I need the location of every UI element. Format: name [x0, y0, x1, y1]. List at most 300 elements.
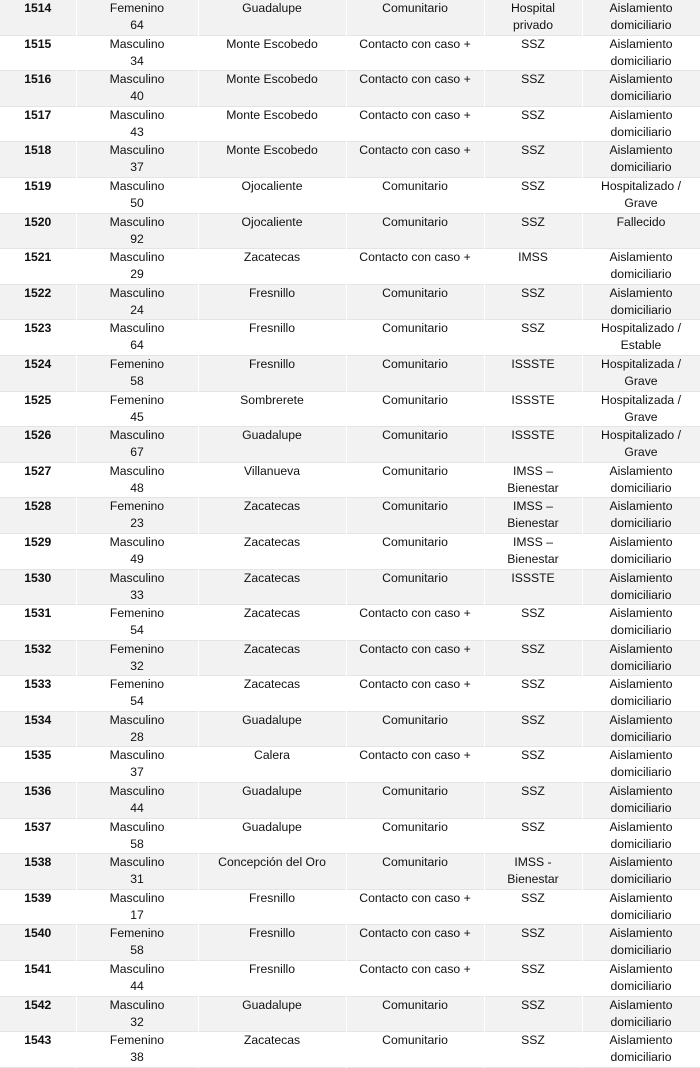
municipality-text: Fresnillo [248, 321, 296, 336]
contagion-type-text: Comunitario [382, 819, 448, 834]
table-row [0, 498, 700, 534]
case-id-text: 1531 [24, 606, 52, 621]
municipality [198, 533, 346, 569]
municipality-text: Sombrerete [240, 392, 304, 407]
table-row [0, 177, 700, 213]
case-id [0, 320, 76, 356]
sex-age-text: 17 [130, 907, 144, 922]
table-row [0, 391, 700, 427]
municipality [198, 427, 346, 463]
patient-status-text: domiciliario [610, 801, 672, 816]
table-row [0, 961, 700, 997]
contagion-type [346, 676, 484, 712]
institution [484, 498, 582, 534]
institution [484, 889, 582, 925]
table-row [0, 462, 700, 498]
contagion-type-text: Comunitario [382, 784, 448, 799]
contagion-type [346, 355, 484, 391]
municipality [198, 391, 346, 427]
contagion-type [346, 605, 484, 641]
table-row [0, 355, 700, 391]
contagion-type-text: Comunitario [382, 1033, 448, 1048]
patient-status-text: Aislamiento [609, 890, 673, 905]
institution-text: SSZ [521, 926, 545, 941]
table-row [0, 854, 700, 890]
patient-status-text: Aislamiento [609, 712, 673, 727]
case-id [0, 142, 76, 178]
patient-status-text: domiciliario [610, 124, 672, 139]
sex-age [76, 711, 198, 747]
municipality [198, 747, 346, 783]
municipality [198, 355, 346, 391]
case-id-text: 1515 [24, 36, 52, 51]
institution-text: IMSS – [513, 534, 553, 549]
patient-status [582, 711, 700, 747]
patient-status-text: Aislamiento [609, 1, 673, 15]
patient-status-text: domiciliario [610, 53, 672, 68]
case-id-text: 1542 [24, 997, 52, 1012]
sex-age [76, 213, 198, 249]
institution-text: SSZ [521, 677, 545, 692]
sex-age-text: 29 [130, 267, 144, 282]
institution [484, 0, 582, 35]
institution [484, 71, 582, 107]
table-row [0, 818, 700, 854]
patient-status-text: Hospitalizado / [601, 321, 681, 336]
institution-text: Bienestar [507, 516, 559, 531]
patient-status-text: domiciliario [610, 89, 672, 104]
patient-status [582, 284, 700, 320]
patient-status-text: Aislamiento [609, 570, 673, 585]
patient-status-text: domiciliario [610, 765, 672, 780]
contagion-type-text: Comunitario [382, 285, 448, 300]
sex-age-text: Masculino [109, 855, 165, 870]
institution-text: privado [513, 18, 553, 32]
sex-age-text: Masculino [109, 748, 165, 763]
case-id-text: 1521 [24, 250, 52, 265]
municipality [198, 177, 346, 213]
case-id [0, 249, 76, 285]
sex-age [76, 0, 198, 35]
municipality-text: Zacatecas [243, 534, 301, 549]
case-id-text: 1537 [24, 819, 52, 834]
municipality-text: Guadalupe [242, 819, 302, 834]
contagion-type-text: Contacto con caso + [359, 748, 471, 763]
sex-age [76, 498, 198, 534]
institution-text: ISSSTE [511, 356, 555, 371]
municipality [198, 213, 346, 249]
sex-age-text: Masculino [109, 784, 165, 799]
sex-age [76, 640, 198, 676]
patient-status [582, 0, 700, 35]
table-row [0, 249, 700, 285]
institution-text: SSZ [521, 997, 545, 1012]
contagion-type [346, 533, 484, 569]
institution-text: Hospital [510, 1, 556, 15]
patient-status-text: domiciliario [610, 302, 672, 317]
municipality-text: Zacatecas [243, 250, 301, 265]
sex-age-text: 48 [130, 480, 144, 495]
table-row [0, 783, 700, 819]
sex-age-text: Masculino [109, 178, 165, 193]
municipality-text: Zacatecas [243, 1033, 301, 1048]
patient-status-text: Aislamiento [609, 143, 673, 158]
patient-status [582, 889, 700, 925]
contagion-type [346, 854, 484, 890]
case-id-text: 1525 [24, 392, 52, 407]
sex-age-text: 64 [130, 338, 144, 353]
institution [484, 747, 582, 783]
municipality-text: Guadalupe [242, 1, 302, 15]
sex-age-text: Femenino [109, 606, 165, 621]
municipality-text: Ojocaliente [241, 178, 303, 193]
patient-status-text: Grave [624, 445, 658, 460]
patient-status [582, 961, 700, 997]
table-row [0, 1032, 700, 1068]
contagion-type-text: Comunitario [382, 712, 448, 727]
institution [484, 961, 582, 997]
table-row [0, 605, 700, 641]
patient-status-text: Aislamiento [609, 997, 673, 1012]
patient-status [582, 320, 700, 356]
patient-status-text: domiciliario [610, 480, 672, 495]
case-id-text: 1536 [24, 784, 52, 799]
patient-status-text: Aislamiento [609, 499, 673, 514]
sex-age [76, 569, 198, 605]
patient-status [582, 640, 700, 676]
table-row [0, 889, 700, 925]
patient-status-text: Estable [620, 338, 662, 353]
patient-status-text: domiciliario [610, 18, 672, 32]
sex-age-text: 54 [130, 694, 144, 709]
sex-age [76, 605, 198, 641]
sex-age-text: Femenino [109, 926, 165, 941]
sex-age [76, 854, 198, 890]
institution [484, 925, 582, 961]
case-id-text: 1517 [24, 107, 52, 122]
case-id [0, 427, 76, 463]
case-id-text: 1528 [24, 499, 52, 514]
case-id [0, 177, 76, 213]
contagion-type [346, 783, 484, 819]
municipality [198, 996, 346, 1032]
municipality-text: Fresnillo [248, 890, 296, 905]
contagion-type-text: Comunitario [382, 534, 448, 549]
patient-status [582, 355, 700, 391]
patient-status-text: domiciliario [610, 1014, 672, 1029]
case-id [0, 71, 76, 107]
municipality [198, 249, 346, 285]
municipality [198, 498, 346, 534]
contagion-type [346, 284, 484, 320]
patient-status-text: domiciliario [610, 979, 672, 994]
patient-status [582, 249, 700, 285]
case-id [0, 711, 76, 747]
institution [484, 640, 582, 676]
sex-age-text: Masculino [109, 107, 165, 122]
municipality [198, 711, 346, 747]
patient-status-text: Aislamiento [609, 36, 673, 51]
institution-text: SSZ [521, 890, 545, 905]
municipality [198, 284, 346, 320]
patient-status-text: Aislamiento [609, 641, 673, 656]
patient-status-text: Aislamiento [609, 819, 673, 834]
institution-text: Bienestar [507, 480, 559, 495]
patient-status-text: Fallecido [616, 214, 666, 229]
patient-status-text: domiciliario [610, 516, 672, 531]
sex-age-text: 32 [130, 1014, 144, 1029]
sex-age-text: Masculino [109, 890, 165, 905]
patient-status [582, 177, 700, 213]
patient-status [582, 391, 700, 427]
patient-status-text: domiciliario [610, 907, 672, 922]
contagion-type [346, 498, 484, 534]
sex-age-text: 49 [130, 551, 144, 566]
sex-age [76, 533, 198, 569]
contagion-type [346, 640, 484, 676]
case-id [0, 533, 76, 569]
sex-age [76, 320, 198, 356]
patient-status [582, 747, 700, 783]
table-row [0, 427, 700, 463]
municipality [198, 854, 346, 890]
case-id [0, 640, 76, 676]
contagion-type-text: Contacto con caso + [359, 250, 471, 265]
contagion-type-text: Comunitario [382, 1, 448, 15]
institution-text: SSZ [521, 712, 545, 727]
contagion-type [346, 889, 484, 925]
sex-age [76, 676, 198, 712]
patient-status-text: Aislamiento [609, 1033, 673, 1048]
contagion-type-text: Contacto con caso + [359, 36, 471, 51]
institution [484, 427, 582, 463]
sex-age-text: 92 [130, 231, 144, 246]
sex-age-text: 31 [130, 872, 144, 887]
case-id-text: 1522 [24, 285, 52, 300]
contagion-type-text: Comunitario [382, 570, 448, 585]
case-id [0, 391, 76, 427]
contagion-type-text: Comunitario [382, 855, 448, 870]
municipality [198, 889, 346, 925]
sex-age [76, 284, 198, 320]
patient-status-text: Grave [624, 409, 658, 424]
institution-text: SSZ [521, 321, 545, 336]
table-row [0, 925, 700, 961]
institution-text: SSZ [521, 107, 545, 122]
contagion-type [346, 996, 484, 1032]
sex-age-text: Masculino [109, 819, 165, 834]
institution [484, 1032, 582, 1068]
case-id [0, 889, 76, 925]
patient-status-text: domiciliario [610, 658, 672, 673]
sex-age-text: 23 [130, 516, 144, 531]
institution [484, 854, 582, 890]
case-id [0, 996, 76, 1032]
table-row [0, 35, 700, 71]
institution [484, 711, 582, 747]
sex-age [76, 35, 198, 71]
patient-status-text: Aislamiento [609, 926, 673, 941]
institution-text: SSZ [521, 962, 545, 977]
patient-status [582, 818, 700, 854]
sex-age [76, 427, 198, 463]
sex-age-text: 28 [130, 729, 144, 744]
patient-status-text: domiciliario [610, 872, 672, 887]
sex-age-text: Masculino [109, 143, 165, 158]
institution [484, 106, 582, 142]
table-row [0, 142, 700, 178]
institution [484, 177, 582, 213]
sex-age-text: Femenino [109, 499, 165, 514]
institution-text: ISSSTE [511, 392, 555, 407]
patient-status [582, 106, 700, 142]
patient-status-text: domiciliario [610, 694, 672, 709]
institution-text: SSZ [521, 72, 545, 87]
patient-status-text: Aislamiento [609, 962, 673, 977]
municipality-text: Zacatecas [243, 641, 301, 656]
patient-status-text: Aislamiento [609, 606, 673, 621]
table-row [0, 747, 700, 783]
case-id-text: 1526 [24, 428, 52, 443]
institution-text: Bienestar [507, 872, 559, 887]
sex-age-text: Femenino [109, 1, 165, 15]
municipality-text: Calera [254, 748, 290, 763]
municipality [198, 462, 346, 498]
institution [484, 783, 582, 819]
patient-status [582, 783, 700, 819]
municipality-text: Fresnillo [248, 356, 296, 371]
sex-age [76, 889, 198, 925]
sex-age-text: Masculino [109, 428, 165, 443]
sex-age-text: 67 [130, 445, 144, 460]
sex-age-text: Masculino [109, 72, 165, 87]
case-id [0, 605, 76, 641]
patient-status-text: domiciliario [610, 1050, 672, 1065]
patient-status [582, 142, 700, 178]
patient-status [582, 462, 700, 498]
sex-age-text: 44 [130, 801, 144, 816]
sex-age [76, 462, 198, 498]
patient-status-text: Aislamiento [609, 250, 673, 265]
institution [484, 284, 582, 320]
sex-age [76, 249, 198, 285]
institution-text: IMSS – [513, 499, 553, 514]
sex-age-text: Masculino [109, 321, 165, 336]
contagion-type [346, 0, 484, 35]
sex-age-text: Masculino [109, 214, 165, 229]
patient-status-text: domiciliario [610, 587, 672, 602]
institution [484, 605, 582, 641]
municipality [198, 676, 346, 712]
table-row [0, 533, 700, 569]
contagion-type-text: Contacto con caso + [359, 72, 471, 87]
patient-status-text: Aislamiento [609, 677, 673, 692]
sex-age [76, 106, 198, 142]
case-id-text: 1524 [24, 356, 52, 371]
sex-age [76, 1032, 198, 1068]
institution-text: SSZ [521, 178, 545, 193]
case-id [0, 676, 76, 712]
sex-age-text: 45 [130, 409, 144, 424]
case-id [0, 284, 76, 320]
sex-age-text: 38 [130, 1050, 144, 1065]
contagion-type-text: Contacto con caso + [359, 962, 471, 977]
municipality-text: Monte Escobedo [226, 143, 318, 158]
contagion-type-text: Contacto con caso + [359, 926, 471, 941]
institution [484, 35, 582, 71]
sex-age [76, 961, 198, 997]
sex-age-text: Femenino [109, 356, 165, 371]
patient-status-text: Hospitalizada / [601, 356, 681, 371]
patient-status [582, 1032, 700, 1068]
patient-status [582, 925, 700, 961]
contagion-type-text: Comunitario [382, 214, 448, 229]
table-row [0, 0, 700, 35]
contagion-type [346, 569, 484, 605]
table-row [0, 71, 700, 107]
contagion-type [346, 818, 484, 854]
patient-status-text: domiciliario [610, 623, 672, 638]
sex-age-text: Masculino [109, 997, 165, 1012]
municipality [198, 783, 346, 819]
institution-text: Bienestar [507, 551, 559, 566]
patient-status [582, 533, 700, 569]
municipality-text: Guadalupe [242, 784, 302, 799]
sex-age-text: Masculino [109, 285, 165, 300]
patient-status [582, 213, 700, 249]
contagion-type-text: Comunitario [382, 392, 448, 407]
municipality-text: Monte Escobedo [226, 72, 318, 87]
institution-text: SSZ [521, 36, 545, 51]
institution-text: SSZ [521, 641, 545, 656]
patient-status-text: Aislamiento [609, 463, 673, 478]
contagion-type [346, 747, 484, 783]
patient-status [582, 569, 700, 605]
case-id [0, 925, 76, 961]
sex-age [76, 71, 198, 107]
institution [484, 249, 582, 285]
municipality [198, 925, 346, 961]
patient-status-text: domiciliario [610, 267, 672, 282]
patient-status-text: domiciliario [610, 551, 672, 566]
case-id-text: 1538 [24, 855, 52, 870]
institution [484, 533, 582, 569]
sex-age-text: 58 [130, 373, 144, 388]
sex-age-text: 43 [130, 124, 144, 139]
municipality-text: Zacatecas [243, 606, 301, 621]
patient-status [582, 996, 700, 1032]
case-id-text: 1532 [24, 641, 52, 656]
contagion-type [346, 249, 484, 285]
case-id [0, 783, 76, 819]
sex-age-text: 37 [130, 160, 144, 175]
contagion-type-text: Comunitario [382, 321, 448, 336]
case-id [0, 106, 76, 142]
contagion-type [346, 391, 484, 427]
sex-age-text: Masculino [109, 534, 165, 549]
contagion-type-text: Comunitario [382, 997, 448, 1012]
case-id [0, 961, 76, 997]
sex-age-text: Masculino [109, 463, 165, 478]
patient-status-text: Aislamiento [609, 855, 673, 870]
sex-age-text: Masculino [109, 962, 165, 977]
table-row [0, 106, 700, 142]
municipality-text: Fresnillo [248, 962, 296, 977]
case-id [0, 213, 76, 249]
sex-age-text: Femenino [109, 1033, 165, 1048]
municipality [198, 640, 346, 676]
municipality [198, 961, 346, 997]
